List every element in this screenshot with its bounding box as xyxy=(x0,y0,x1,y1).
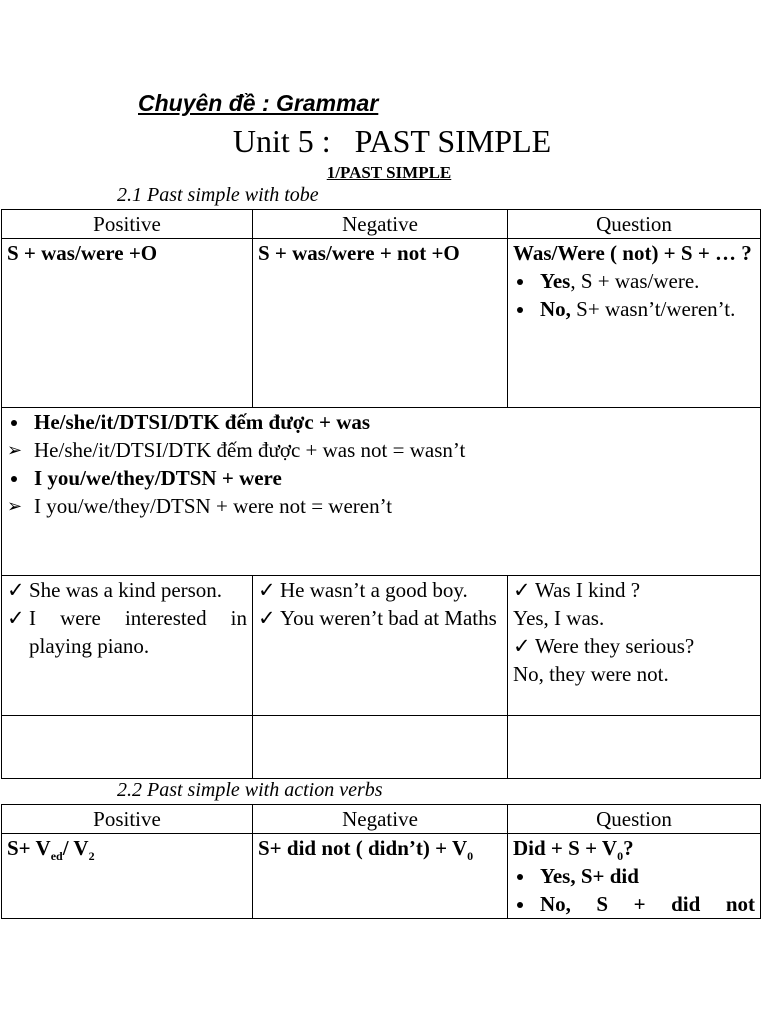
question-structure-cell xyxy=(508,239,761,408)
column-header-negative: Negative xyxy=(253,805,508,834)
rule-text: He/she/it/DTSI/DTK đếm được + was not = wasn’t xyxy=(34,438,466,462)
table-past-simple-action-verbs xyxy=(1,804,761,919)
positive-structure xyxy=(2,834,253,919)
check-icon: ✓ xyxy=(258,606,276,630)
check-icon: ✓ xyxy=(7,606,25,630)
check-icon: ✓ xyxy=(258,578,276,602)
check-icon: ✓ xyxy=(513,578,531,602)
example-item xyxy=(7,576,247,604)
positive-structure: S + was/were +O xyxy=(2,239,253,408)
arrow-icon: ➢ xyxy=(7,440,23,460)
rule-were xyxy=(7,464,755,492)
formula-part: / V xyxy=(62,836,89,860)
column-header-positive: Positive xyxy=(2,805,253,834)
formula-subscript: 2 xyxy=(88,849,95,864)
formula-subscript: ed xyxy=(50,849,63,864)
negative-structure xyxy=(253,834,508,919)
example-text: She was a kind person. xyxy=(29,578,223,602)
example-text: You weren’t bad at Maths xyxy=(280,606,497,630)
rules-cell xyxy=(2,408,761,576)
rule-wasnt xyxy=(7,436,755,464)
example-item xyxy=(258,576,502,604)
check-icon: ✓ xyxy=(7,578,25,602)
column-header-question: Question xyxy=(508,210,761,239)
rules-list xyxy=(2,408,760,520)
empty-cell xyxy=(508,716,761,779)
question-structure-cell xyxy=(508,834,761,919)
arrow-icon: ➢ xyxy=(7,496,23,516)
page-title-text: Unit 5 : PAST SIMPLE xyxy=(232,123,552,159)
topic-heading: Chuyên đề : Grammar xyxy=(138,90,379,116)
answer-list xyxy=(513,862,755,918)
rule-was xyxy=(7,408,755,436)
page-title xyxy=(0,123,768,160)
example-text: He wasn’t a good boy. xyxy=(280,578,468,602)
answer-yes xyxy=(513,267,755,295)
formula-part: S+ did not ( didn’t) + V xyxy=(258,836,468,860)
negative-examples xyxy=(253,576,508,716)
check-icon: ✓ xyxy=(513,634,531,658)
example-question xyxy=(513,576,755,604)
subtitle xyxy=(0,163,768,183)
formula-subscript: 0 xyxy=(467,849,474,864)
rule-text: He/she/it/DTSI/DTK đếm được + was xyxy=(34,410,371,434)
answer-yes: Yes, S+ did xyxy=(513,862,755,890)
question-text: Was I kind ? xyxy=(535,578,641,602)
answer-no: No, S + did not xyxy=(513,890,755,918)
example-question xyxy=(513,632,755,660)
rule-text: I you/we/they/DTSN + were xyxy=(34,466,282,490)
question-structure xyxy=(513,834,755,862)
formula-part: S+ V xyxy=(7,836,51,860)
subtitle-text: 1/PAST SIMPLE xyxy=(326,163,452,182)
example-answer: No, they were not. xyxy=(513,662,669,686)
column-header-question: Question xyxy=(508,805,761,834)
answer-no xyxy=(513,295,755,323)
section-heading-action-verbs: 2.2 Past simple with action verbs xyxy=(117,779,383,801)
example-item xyxy=(7,604,247,660)
rule-text: I you/we/they/DTSN + were not = weren’t xyxy=(34,494,393,518)
formula-part: Did + S + V xyxy=(513,836,618,860)
answer-list xyxy=(513,267,755,323)
question-text: Were they serious? xyxy=(535,634,695,658)
answer-no-bold: No, xyxy=(540,297,571,321)
formula-subscript: 0 xyxy=(617,849,624,864)
example-answer: Yes, I was. xyxy=(513,606,605,630)
table-past-simple-tobe xyxy=(1,209,761,779)
formula-part: ? xyxy=(623,836,634,860)
negative-structure: S + was/were + not +O xyxy=(253,239,508,408)
example-item xyxy=(258,604,502,632)
question-examples xyxy=(508,576,761,716)
empty-cell xyxy=(253,716,508,779)
column-header-positive: Positive xyxy=(2,210,253,239)
question-structure: Was/Were ( not) + S + … ? xyxy=(513,241,752,265)
column-header-negative: Negative xyxy=(253,210,508,239)
example-text: I were interested in playing piano. xyxy=(29,606,247,658)
rule-werent xyxy=(7,492,755,520)
section-heading-tobe: 2.1 Past simple with tobe xyxy=(117,184,319,206)
answer-yes-bold: Yes xyxy=(540,269,571,293)
positive-examples xyxy=(2,576,253,716)
empty-cell xyxy=(2,716,253,779)
answer-yes-text: , S + was/were. xyxy=(570,269,700,293)
answer-no-text: S+ wasn’t/weren’t. xyxy=(570,297,736,321)
